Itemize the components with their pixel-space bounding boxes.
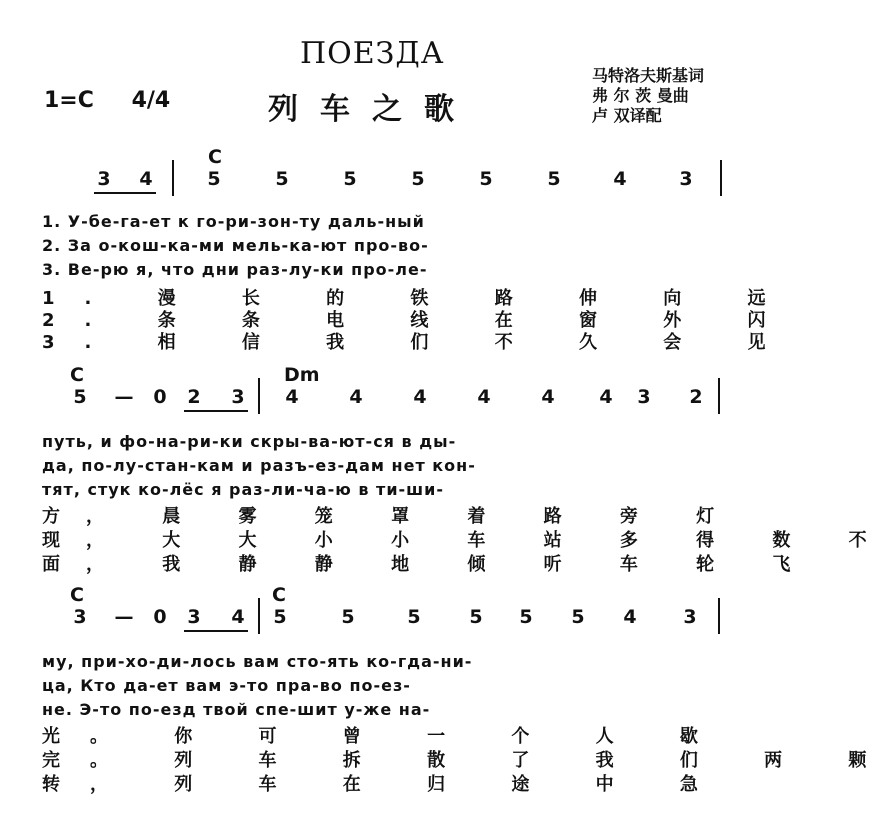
note: 4 bbox=[623, 606, 637, 628]
note: 4 bbox=[599, 386, 613, 408]
lyric-cn-3: 面， 我 静 静 地 倾 听 车 轮 飞 bbox=[42, 554, 817, 575]
note: 5 bbox=[207, 168, 221, 190]
note: 2 bbox=[187, 386, 201, 408]
note: 4 bbox=[139, 168, 153, 190]
note: 0 bbox=[153, 606, 167, 628]
note: — bbox=[114, 606, 134, 628]
note: 2 bbox=[689, 386, 703, 408]
key-signature bbox=[44, 88, 170, 113]
note: 5 bbox=[411, 168, 425, 190]
lyric-ru-3: тят, стук ко-лёс я раз-ли-ча-ю в ти-ши- bbox=[42, 480, 445, 499]
note: — bbox=[114, 386, 134, 408]
lyric-ru-1: му, при-хо-ди-лось вам сто-ять ко-гда-ни- bbox=[42, 652, 473, 671]
note: 5 bbox=[571, 606, 585, 628]
beam bbox=[184, 410, 248, 412]
barline bbox=[718, 378, 720, 414]
note: 0 bbox=[153, 386, 167, 408]
lyric-ru-1: путь, и фо-на-ри-ки скры-ва-ют-ся в ды- bbox=[42, 432, 457, 451]
note: 3 bbox=[187, 606, 201, 628]
credit-translator: 卢 双译配 bbox=[592, 106, 662, 125]
key-label: 1=C bbox=[44, 88, 94, 113]
note: 4 bbox=[613, 168, 627, 190]
lyric-ru-2: 2. За о-кош-ка-ми мель-ка-ют про-во- bbox=[42, 236, 429, 255]
lyric-ru-3: 3. Ве-рю я, что дни раз-лу-ки про-ле- bbox=[42, 260, 428, 279]
note: 5 bbox=[479, 168, 493, 190]
note: 4 bbox=[413, 386, 427, 408]
lyric-cn-1: 方， 晨 雾 笼 罩 着 路 旁 灯 bbox=[42, 506, 741, 527]
note: 5 bbox=[273, 606, 287, 628]
credits bbox=[592, 66, 704, 126]
lyric-ru-1: 1. У-бе-га-ет к го-ри-зон-ту даль-ный bbox=[42, 212, 425, 231]
title-russian: ПОЕЗДА bbox=[300, 36, 445, 71]
lyric-cn-2: 完。 列 车 拆 散 了 我 们 两 颗 bbox=[42, 750, 896, 771]
barline bbox=[720, 160, 722, 196]
note: 5 bbox=[73, 386, 87, 408]
note: 5 bbox=[275, 168, 289, 190]
note: 4 bbox=[541, 386, 555, 408]
beam bbox=[94, 192, 156, 194]
note: 5 bbox=[469, 606, 483, 628]
note: 3 bbox=[73, 606, 87, 628]
barline bbox=[718, 598, 720, 634]
note: 4 bbox=[477, 386, 491, 408]
note: 3 bbox=[97, 168, 111, 190]
lyric-cn-2: 2. 条 条 电 线 在 窗 外 闪 bbox=[42, 310, 796, 331]
barline bbox=[172, 160, 174, 196]
chord-label: C bbox=[70, 584, 84, 606]
note: 3 bbox=[683, 606, 697, 628]
note: 3 bbox=[679, 168, 693, 190]
lyric-cn-1: 光。 你 可 曾 一 个 人 歇 bbox=[42, 726, 728, 747]
chord-label: Dm bbox=[284, 364, 320, 386]
chord-label: C bbox=[70, 364, 84, 386]
note: 5 bbox=[547, 168, 561, 190]
note: 5 bbox=[343, 168, 357, 190]
note: 3 bbox=[231, 386, 245, 408]
lyric-cn-3: 转， 列 车 在 归 途 中 急 bbox=[42, 774, 728, 795]
lyric-cn-1: 1. 漫 长 的 铁 路 伸 向 远 bbox=[42, 288, 796, 309]
note: 4 bbox=[285, 386, 299, 408]
lyric-ru-2: ца, Кто да-ет вам э-то пра-во по-ез- bbox=[42, 676, 411, 695]
chord-label: C bbox=[272, 584, 286, 606]
lyric-ru-3: не. Э-то по-езд твой спе-шит у-же на- bbox=[42, 700, 431, 719]
barline bbox=[258, 378, 260, 414]
note: 5 bbox=[341, 606, 355, 628]
note: 5 bbox=[407, 606, 421, 628]
title-chinese: 列车之歌 bbox=[268, 92, 476, 127]
chord-label: C bbox=[208, 146, 222, 168]
barline bbox=[258, 598, 260, 634]
credit-lyricist: 马特洛夫斯基词 bbox=[592, 66, 705, 85]
lyric-cn-3: 3. 相 信 我 们 不 久 会 见 bbox=[42, 332, 796, 353]
note: 4 bbox=[231, 606, 245, 628]
note: 5 bbox=[519, 606, 533, 628]
note: 3 bbox=[637, 386, 651, 408]
lyric-ru-2: да, по-лу-стан-кам и разъ-ез-дам нет кон- bbox=[42, 456, 476, 475]
lyric-cn-2: 现， 大 大 小 小 车 站 多 得 数 不 bbox=[42, 530, 893, 551]
note: 4 bbox=[349, 386, 363, 408]
beam bbox=[184, 630, 248, 632]
credit-composer: 弗 尔 茨 曼曲 bbox=[592, 86, 689, 105]
time-signature: 4/4 bbox=[131, 88, 171, 113]
